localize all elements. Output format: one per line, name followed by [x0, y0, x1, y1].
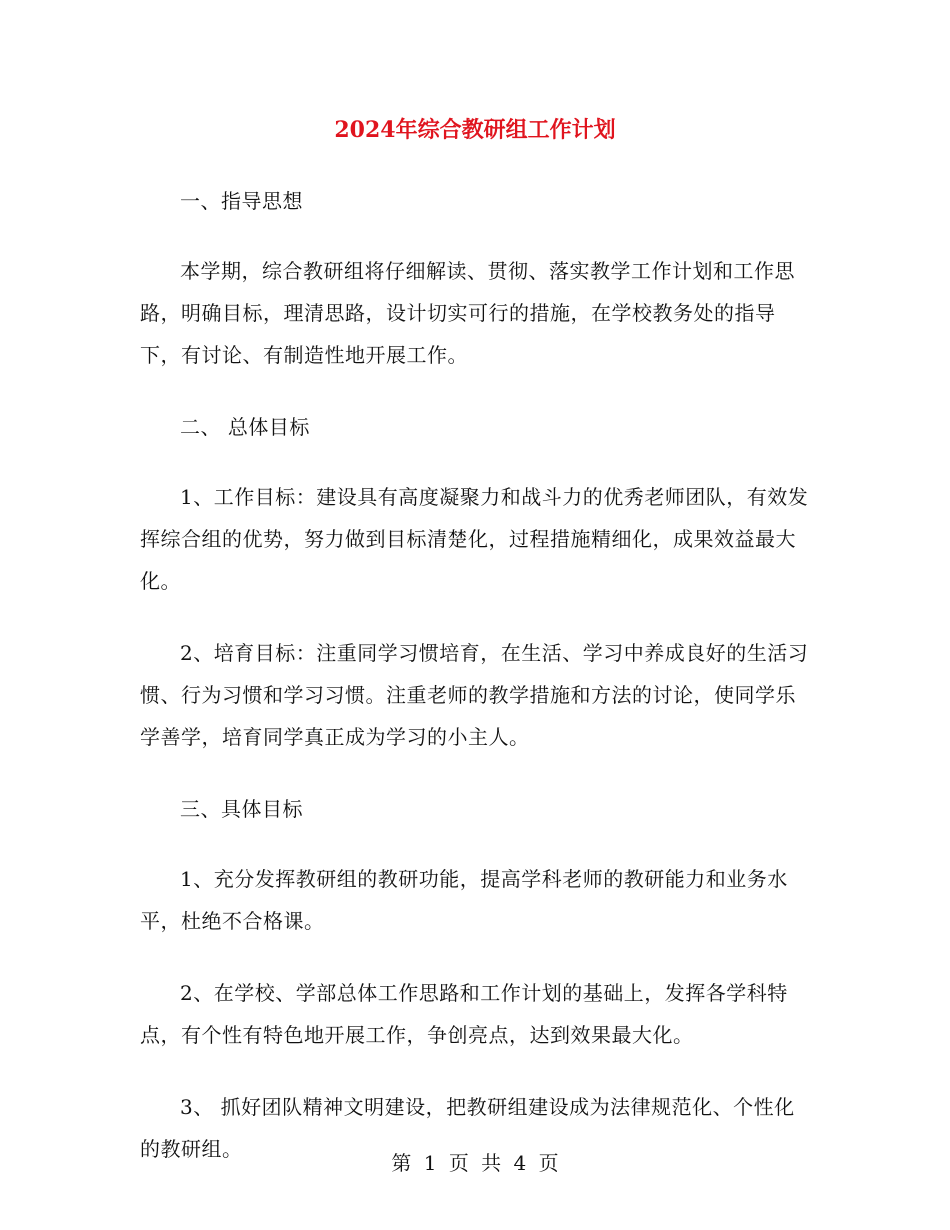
page-number-footer: 第 1 页 共 4 页 [391, 1151, 559, 1175]
paragraph: 2、在学校、学部总体工作思路和工作计划的基础上，发挥各学科特点，有个性有特色地开展工作，争创亮点，达到效果最大化。 [140, 981, 788, 1047]
paragraph: 本学期，综合教研组将仔细解读、贯彻、落实教学工作计划和工作思路，明确目标，理清思路，设计切实可行的措施，在学校教务处的指导下，有讨论、有制造性地开展工作。 [140, 259, 795, 367]
page-title: 2024年综合教研组工作计划 [334, 117, 616, 143]
section-heading-guiding-ideology: 一、指导思想 [180, 189, 303, 213]
paragraph: 2、培育目标：注重同学习惯培育，在生活、学习中养成良好的生活习惯、行为习惯和学习习惯。注重老师的教学措施和方法的讨论，使同学乐学善学，培育同学真正成为学习的小主人。 [140, 641, 809, 749]
document-body [140, 180, 810, 1170]
section-heading-specific-goals: 三、具体目标 [180, 797, 303, 821]
paragraph: 1、充分发挥教研组的教研功能，提高学科老师的教研能力和业务水平，杜绝不合格课。 [140, 867, 788, 933]
paragraph: 3、 抓好团队精神文明建设，把教研组建设成为法律规范化、个性化的教研组。 [140, 1095, 795, 1161]
section-heading-overall-goals: 二、 总体目标 [180, 415, 310, 439]
paragraph: 1、工作目标：建设具有高度凝聚力和战斗力的优秀老师团队，有效发挥综合组的优势，努力做到目标清楚化，过程措施精细化，成果效益最大化。 [140, 485, 809, 593]
